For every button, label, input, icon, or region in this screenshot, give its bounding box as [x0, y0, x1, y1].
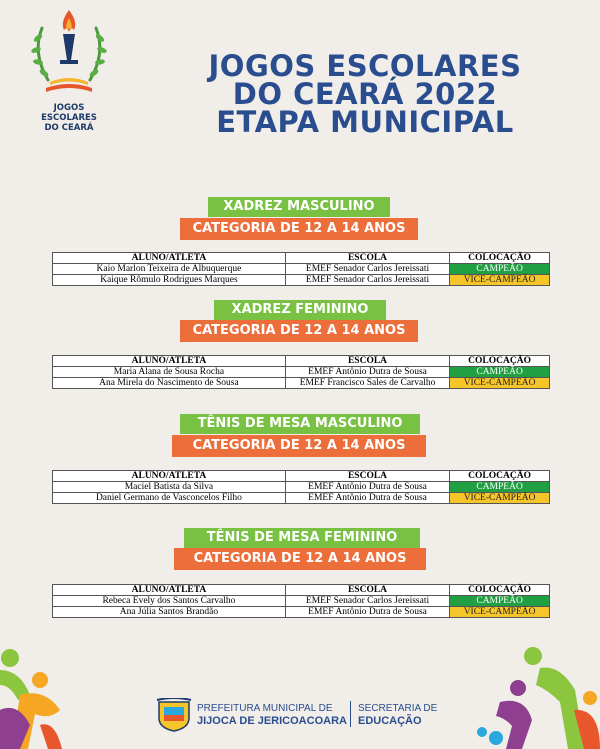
- page-title: [190, 49, 540, 139]
- table-row: [53, 607, 550, 618]
- placement-cell-vice: VICE-CAMPEÃO: [450, 275, 550, 286]
- athlete-cell: Maria Alana de Sousa Rocha: [53, 367, 286, 378]
- header-athlete: ALUNO/ATLETA: [53, 356, 286, 367]
- placement-cell-champion: CAMPEÃO: [450, 367, 550, 378]
- table-row: [53, 378, 550, 389]
- table-row: [53, 367, 550, 378]
- header-athlete: ALUNO/ATLETA: [53, 253, 286, 264]
- placement-cell-vice: VICE-CAMPEÃO: [450, 378, 550, 389]
- athletes-decoration: [0, 640, 600, 749]
- header-placement: COLOCAÇÃO: [450, 253, 550, 264]
- title-line-2: DO CEARÁ 2022: [232, 77, 498, 111]
- city-crest-icon: [155, 698, 193, 732]
- secretaria-label: SECRETARIA DE: [358, 703, 438, 714]
- torch-laurel-icon: [24, 8, 114, 103]
- table-header-row: [53, 471, 550, 482]
- category-label: CATEGORIA DE 12 A 14 ANOS: [172, 435, 426, 457]
- header-athlete: ALUNO/ATLETA: [53, 585, 286, 596]
- header-athlete: ALUNO/ATLETA: [53, 471, 286, 482]
- table-row: [53, 275, 550, 286]
- sport-label-xadrez-masculino: XADREZ MASCULINO: [208, 197, 390, 217]
- title-line-3: ETAPA MUNICIPAL: [216, 105, 514, 139]
- table-header-row: [53, 585, 550, 596]
- placement-cell-champion: CAMPEÃO: [450, 596, 550, 607]
- athlete-cell: Ana Mirela do Nascimento de Sousa: [53, 378, 286, 389]
- header-school: ESCOLA: [285, 356, 449, 367]
- school-cell: EMEF Antônio Dutra de Sousa: [285, 367, 449, 378]
- header-school: ESCOLA: [285, 471, 449, 482]
- sport-label-tenis-masculino: TÊNIS DE MESA MASCULINO: [180, 414, 420, 434]
- header-placement: COLOCAÇÃO: [450, 356, 550, 367]
- education-label: EDUCAÇÃO: [358, 715, 422, 727]
- table-header-row: [53, 356, 550, 367]
- placement-cell-vice: VICE-CAMPEÃO: [450, 493, 550, 504]
- sport-label-xadrez-feminino: XADREZ FEMININO: [214, 300, 386, 320]
- table-header-row: [53, 253, 550, 264]
- school-cell: EMEF Antônio Dutra de Sousa: [285, 482, 449, 493]
- school-cell: EMEF Senador Carlos Jereissati: [285, 596, 449, 607]
- logo-line-2: ESCOLARES: [41, 113, 97, 123]
- city-name: JIJOCA DE JERICOACOARA: [197, 715, 347, 727]
- table-row: [53, 596, 550, 607]
- category-label: CATEGORIA DE 12 A 14 ANOS: [180, 218, 418, 240]
- athlete-cell: Kaio Marlon Teixeira de Albuquerque: [53, 264, 286, 275]
- header-placement: COLOCAÇÃO: [450, 471, 550, 482]
- sport-label-tenis-feminino: TÊNIS DE MESA FEMININO: [184, 528, 420, 548]
- left-athletes-icon: [0, 649, 62, 749]
- logo-line-3: DO CEARÁ: [44, 123, 94, 133]
- table-row: [53, 264, 550, 275]
- category-label: CATEGORIA DE 12 A 14 ANOS: [174, 548, 426, 570]
- table-row: [53, 482, 550, 493]
- table-row: [53, 493, 550, 504]
- results-table: [52, 584, 550, 618]
- header-school: ESCOLA: [285, 585, 449, 596]
- school-cell: EMEF Antônio Dutra de Sousa: [285, 493, 449, 504]
- athlete-cell: Kaique Rômulo Rodrigues Marques: [53, 275, 286, 286]
- logo-line-1: JOGOS: [53, 103, 85, 113]
- header-school: ESCOLA: [285, 253, 449, 264]
- title-line-1: JOGOS ESCOLARES: [208, 49, 522, 83]
- results-table: [52, 470, 550, 504]
- placement-cell-vice: VICE-CAMPEÃO: [450, 607, 550, 618]
- placement-cell-champion: CAMPEÃO: [450, 264, 550, 275]
- prefeitura-label: PREFEITURA MUNICIPAL DE: [197, 703, 333, 714]
- school-cell: EMEF Senador Carlos Jereissati: [285, 264, 449, 275]
- school-cell: EMEF Senador Carlos Jereissati: [285, 275, 449, 286]
- header-placement: COLOCAÇÃO: [450, 585, 550, 596]
- jogos-escolares-logo: [14, 8, 124, 138]
- placement-cell-champion: CAMPEÃO: [450, 482, 550, 493]
- athlete-cell: Rebeca Evely dos Santos Carvalho: [53, 596, 286, 607]
- results-table: [52, 252, 550, 286]
- athlete-cell: Maciel Batista da Silva: [53, 482, 286, 493]
- category-label: CATEGORIA DE 12 A 14 ANOS: [180, 320, 418, 342]
- athlete-cell: Ana Júlia Santos Brandão: [53, 607, 286, 618]
- right-athletes-icon: [477, 647, 600, 749]
- results-table: [52, 355, 550, 389]
- athlete-cell: Daniel Germano de Vasconcelos Filho: [53, 493, 286, 504]
- school-cell: EMEF Francisco Sales de Carvalho: [285, 378, 449, 389]
- footer-divider: [350, 701, 351, 727]
- school-cell: EMEF Antônio Dutra de Sousa: [285, 607, 449, 618]
